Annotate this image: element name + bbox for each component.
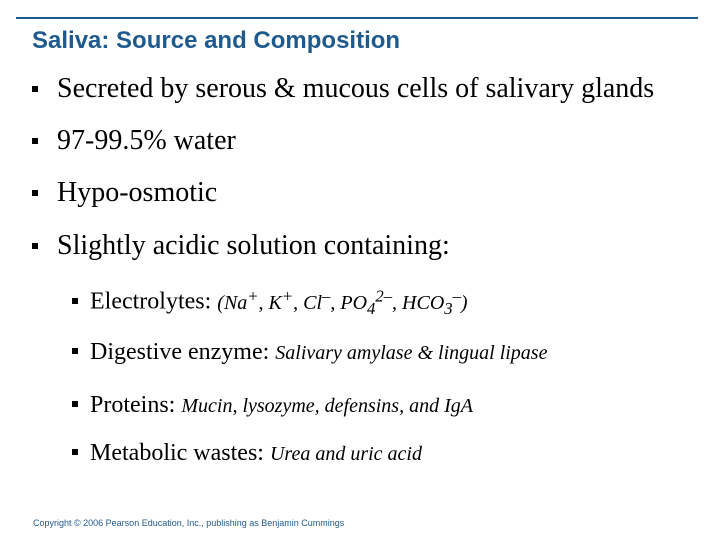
square-bullet-icon (72, 449, 78, 455)
sub-bullet-label: Electrolytes: (90, 288, 212, 315)
slide-title: Saliva: Source and Composition (32, 27, 401, 54)
copyright-footer: Copyright © 2006 Pearson Education, Inc., publishing as Benjamin Cummings (33, 518, 345, 528)
bullet-text: Hypo-osmotic (57, 177, 218, 208)
sub-bullet-metabolic-wastes (72, 440, 422, 467)
sub-bullet-detail: Mucin, lysozyme, defensins, and IgA (181, 395, 473, 417)
header-rule (16, 17, 698, 19)
square-bullet-icon (32, 138, 38, 144)
sub-bullet-label: Proteins: (90, 392, 176, 418)
sub-bullet-label: Metabolic wastes: (90, 440, 264, 466)
sub-bullet-detail: Urea and uric acid (269, 443, 422, 465)
sub-bullet-electrolytes (72, 286, 468, 319)
square-bullet-icon (72, 401, 78, 407)
square-bullet-icon (32, 243, 38, 249)
bullet-acidic (32, 230, 450, 262)
bullet-text: Secreted by serous & mucous cells of salivary glands (57, 73, 655, 104)
bullet-text: 97-99.5% water (57, 125, 236, 156)
square-bullet-icon (32, 86, 38, 92)
sub-bullet-detail: Salivary amylase & lingual lipase (275, 342, 548, 364)
sub-bullet-label: Digestive enzyme: (90, 339, 270, 365)
bullet-text: Slightly acidic solution containing: (57, 230, 450, 261)
sub-bullet-digestive-enzyme (72, 339, 547, 366)
electrolytes-detail: (Na+, K+, Cl–, $PO_4^{2-}$, $HCO_3^-$) (217, 286, 468, 318)
bullet-secreted (32, 73, 654, 105)
square-bullet-icon (32, 190, 38, 196)
square-bullet-icon (72, 298, 78, 304)
bullet-water (32, 125, 236, 157)
square-bullet-icon (72, 348, 78, 354)
sub-bullet-proteins (72, 392, 473, 419)
bullet-hypo-osmotic (32, 177, 217, 209)
